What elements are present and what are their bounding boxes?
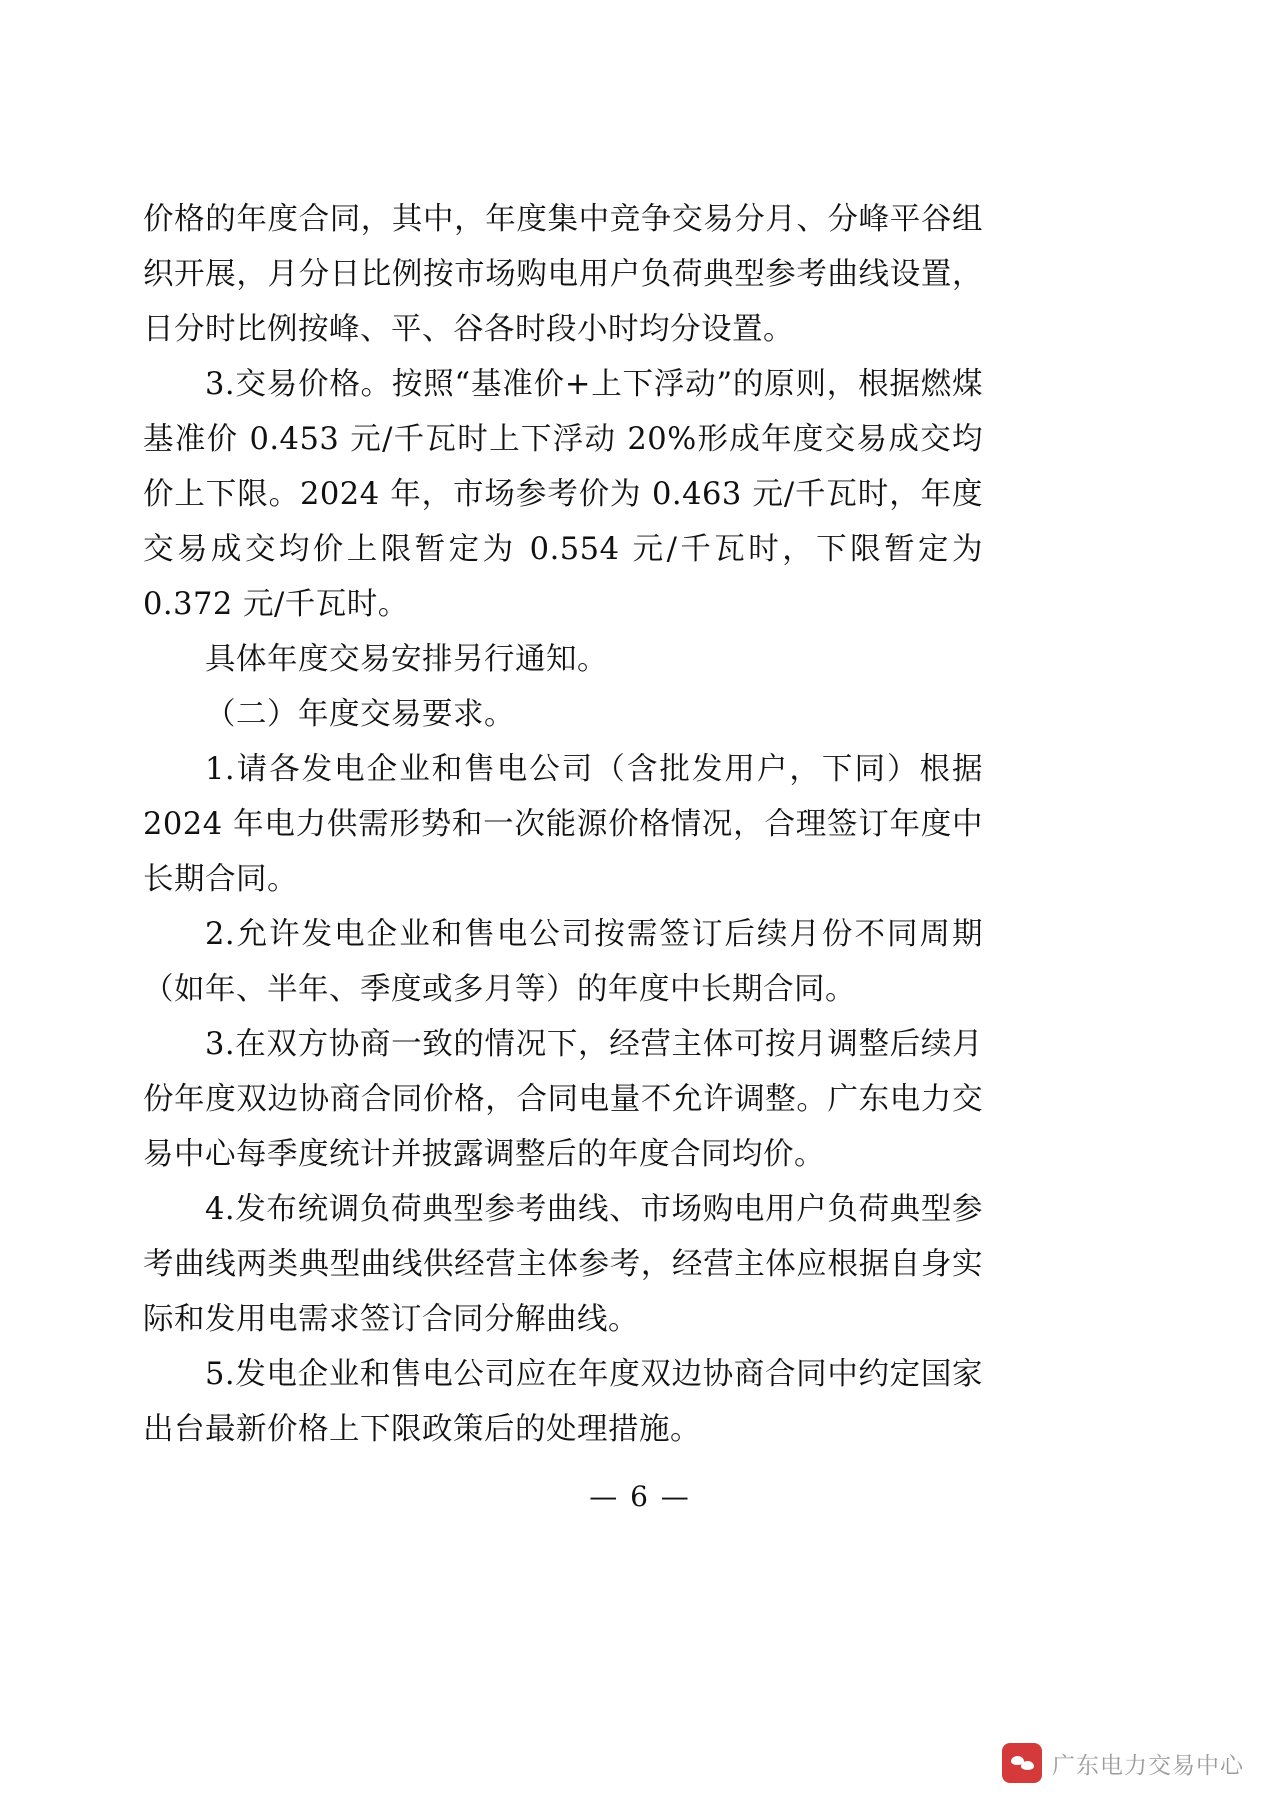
paragraph: 5.发电企业和售电公司应在年度双边协商合同中约定国家出台最新价格上下限政策后的处理措施。 (143, 1357, 983, 1447)
paragraph: 具体年度交易安排另行通知。 (205, 642, 608, 677)
watermark (1002, 1743, 1244, 1783)
paragraph: （二）年度交易要求。 (205, 697, 515, 732)
watermark-label: 广东电力交易中心 (1052, 1752, 1244, 1779)
paragraph: 2.允许发电企业和售电公司按需签订后续月份不同周期（如年、半年、季度或多月等）的年度中长期合同。 (143, 917, 983, 1007)
paragraph: 3.在双方协商一致的情况下，经营主体可按月调整后续月份年度双边协商合同价格，合同电量不允许调整。广东电力交易中心每季度统计并披露调整后的年度合同均价。 (143, 1027, 983, 1172)
paragraph: 价格的年度合同，其中，年度集中竞争交易分月、分峰平谷组织开展，月分日比例按市场购电用户负荷典型参考曲线设置，日分时比例按峰、平、谷各时段小时均分设置。 (143, 202, 983, 347)
wechat-logo-icon (1002, 1743, 1042, 1783)
paragraph: 3.交易价格。按照“基准价+上下浮动”的原则，根据燃煤基准价 0.453 元/千瓦时上下浮动 20%形成年度交易成交均价上下限。2024 年，市场参考价为 0.463 元/千瓦时，年度交易成交均价上限暂定为 0.554 元/千瓦时，下限暂定为 0.372 元/千瓦时。 (143, 367, 994, 622)
paragraph: 1.请各发电企业和售电公司（含批发用户，下同）根据 2024 年电力供需形势和一次能源价格情况，合理签订年度中长期合同。 (143, 752, 994, 897)
document-body (143, 192, 994, 1457)
page-number: — 6 — (589, 1480, 691, 1513)
paragraph: 4.发布统调负荷典型参考曲线、市场购电用户负荷典型参考曲线两类典型曲线供经营主体参考，经营主体应根据自身实际和发用电需求签订合同分解曲线。 (143, 1192, 983, 1337)
